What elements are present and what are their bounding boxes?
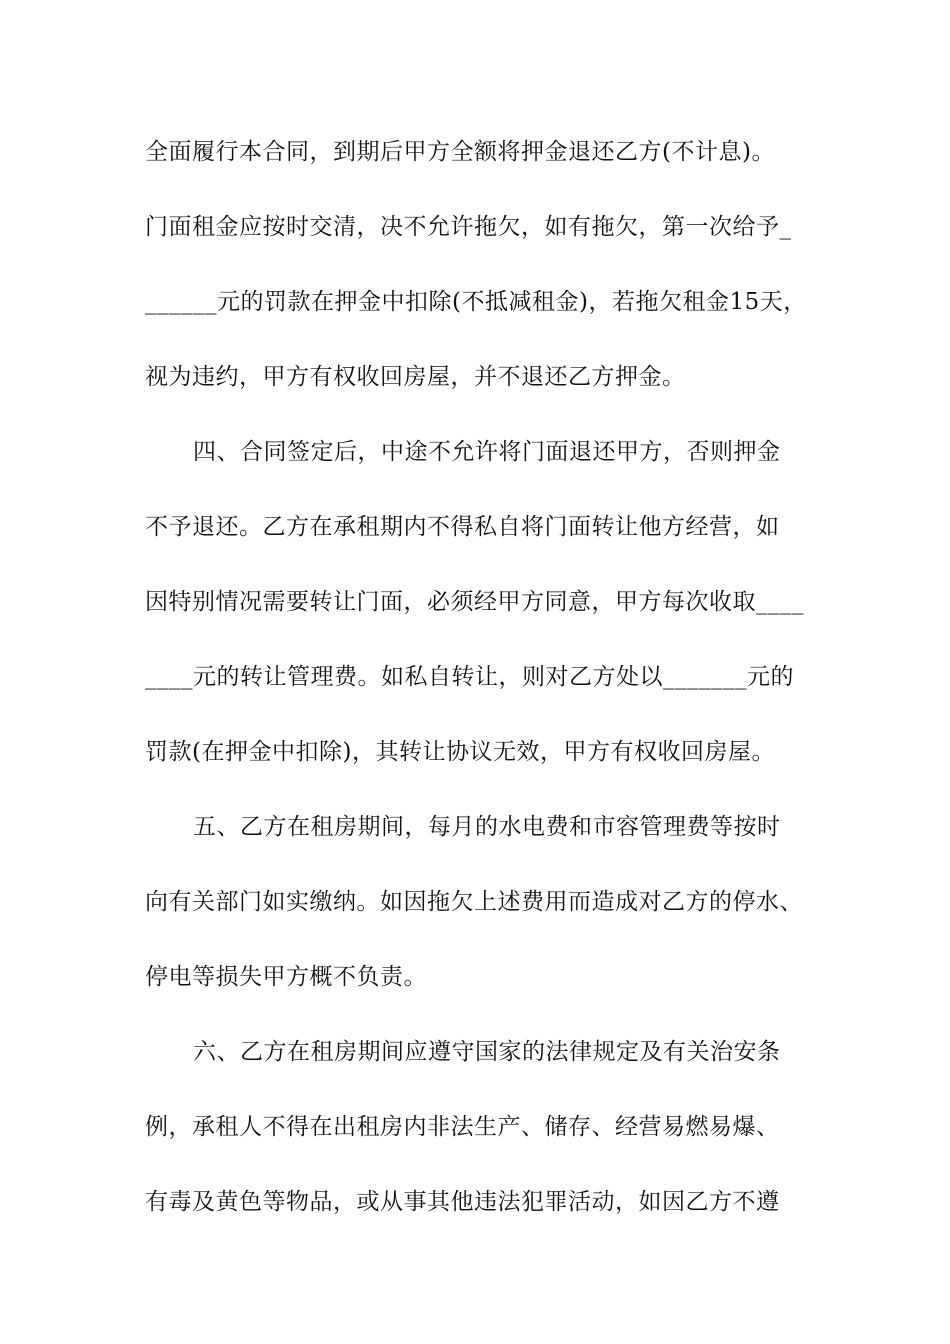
text-line: 视为违约，甲方有权收回房屋，并不退还乙方押金。 xyxy=(145,364,686,390)
text-line: ______元的罚款在押金中扣除(不抵减租金)，若拖欠租金15天， xyxy=(145,289,807,315)
text-line: ____元的转让管理费。如私自转让，则对乙方处以_______元的 xyxy=(145,664,794,690)
text-line: 向有关部门如实缴纳。如因拖欠上述费用而造成对乙方的停水、 xyxy=(145,889,803,915)
text-line: 全面履行本合同，到期后甲方全额将押金退还乙方(不计息)。 xyxy=(145,139,775,165)
text-line: 不予退还。乙方在承租期内不得私自将门面转让他方经营，如 xyxy=(145,514,780,540)
paragraph-six-start: 六、乙方在租房期间应遵守国家的法律规定及有关治安条 xyxy=(193,1039,781,1065)
text-line: 停电等损失甲方概不负责。 xyxy=(145,964,427,990)
paragraph-five-start: 五、乙方在租房期间，每月的水电费和市容管理费等按时 xyxy=(193,814,781,840)
text-line: 因特别情况需要转让门面，必须经甲方同意，甲方每次收取____ xyxy=(145,589,804,615)
paragraph-four-start: 四、合同签定后，中途不允许将门面退还甲方，否则押金 xyxy=(193,439,781,465)
text-line: 罚款(在押金中扣除)，其转让协议无效，甲方有权收回房屋。 xyxy=(145,739,775,765)
text-line: 门面租金应按时交清，决不允许拖欠，如有拖欠，第一次给予_ xyxy=(145,214,792,240)
text-line: 例，承租人不得在出租房内非法生产、储存、经营易燃易爆、 xyxy=(145,1114,780,1140)
text-line: 有毒及黄色等物品，或从事其他违法犯罪活动，如因乙方不遵 xyxy=(145,1189,780,1215)
